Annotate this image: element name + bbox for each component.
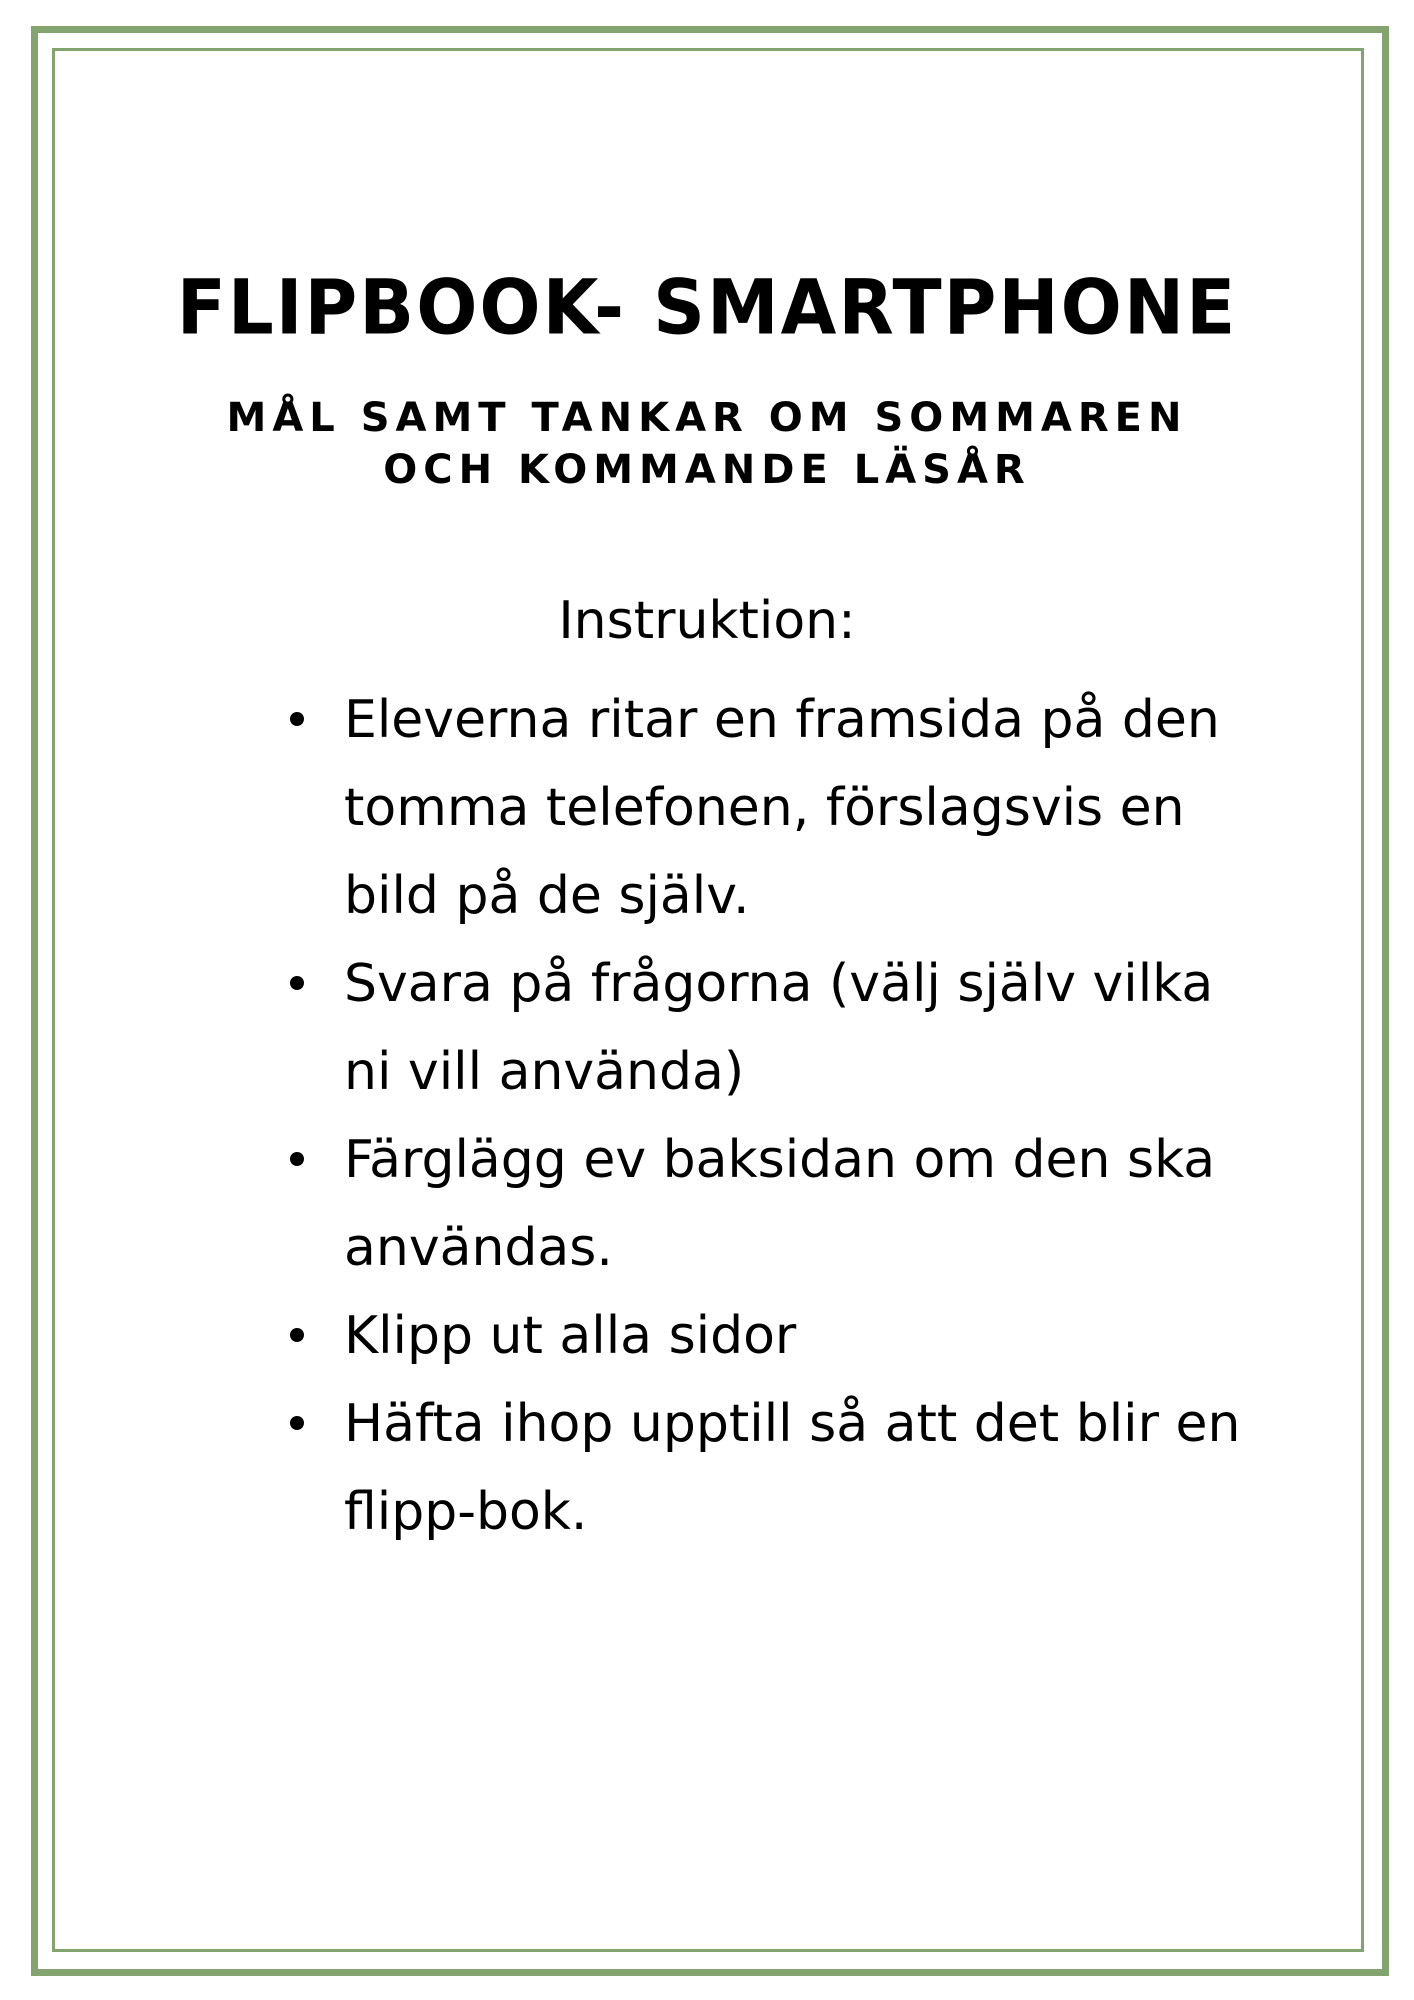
subtitle-line-1: MÅL SAMT TANKAR OM SOMMAREN (226, 395, 1188, 441)
subtitle-line-2: OCH KOMMANDE LÄSÅR (383, 447, 1031, 493)
list-item-text: Eleverna ritar en framsida på den tomma telefonen, förslagsvis en bild på de själv. (344, 690, 1220, 926)
bullet-icon (290, 1416, 304, 1430)
list-item-text: Klipp ut alla sidor (344, 1306, 797, 1366)
bullet-icon (290, 1152, 304, 1166)
bullet-icon (290, 976, 304, 990)
page-title: FLIPBOOK- SMARTPHONE (176, 262, 1238, 352)
list-item-text: Färglägg ev baksidan om den ska användas. (344, 1130, 1216, 1278)
bullet-icon (290, 1328, 304, 1342)
instructions-list (290, 676, 1250, 1556)
list-item (290, 940, 1250, 1116)
list-item (290, 676, 1250, 940)
list-item-text: Häfta ihop upptill så att det blir en flipp-bok. (344, 1394, 1241, 1542)
bullet-icon (290, 712, 304, 726)
list-item (290, 1380, 1250, 1556)
instructions-heading: Instruktion: (558, 591, 856, 651)
list-item-text: Svara på frågorna (välj själv vilka ni vill använda) (344, 954, 1214, 1102)
list-item (290, 1292, 1250, 1380)
page-subtitle (0, 392, 1414, 496)
list-item (290, 1116, 1250, 1292)
